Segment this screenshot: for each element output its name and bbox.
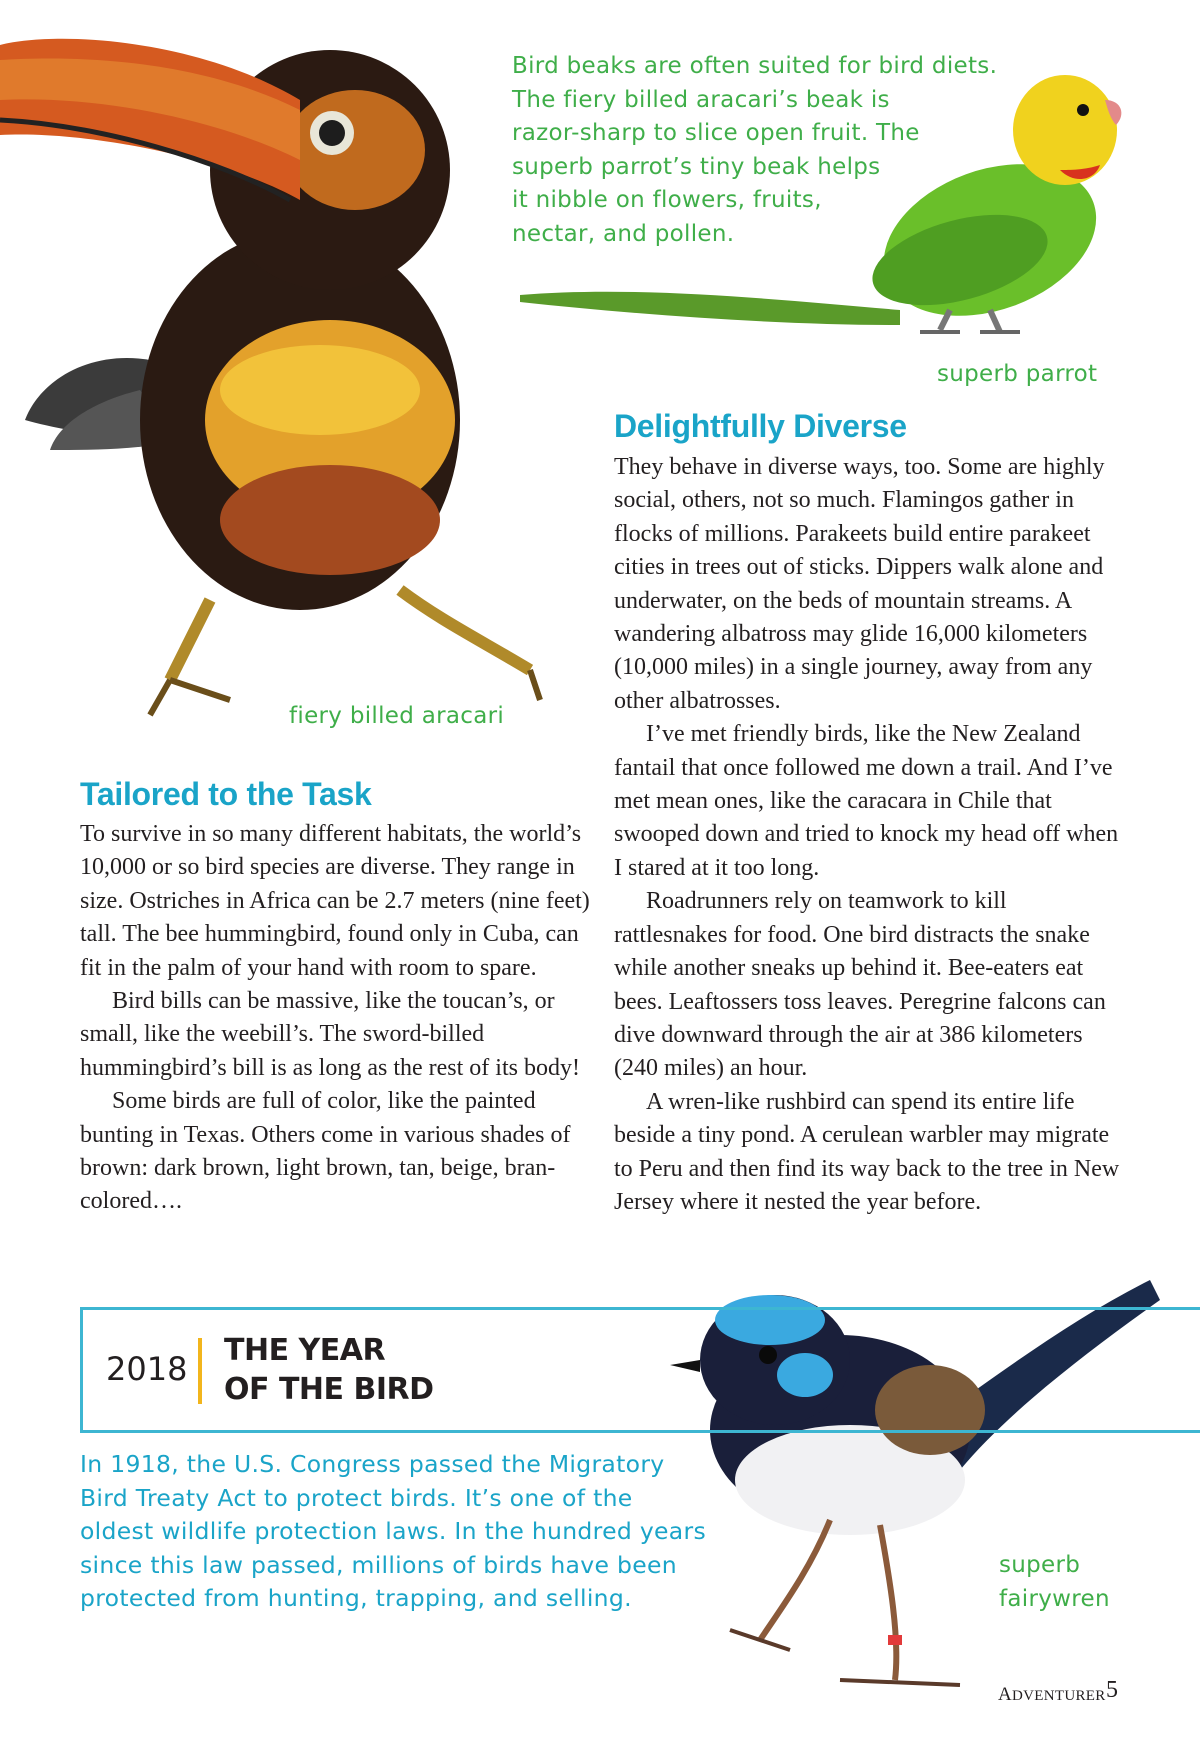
intro-caption-line: Bird beaks are often suited for bird diets. <box>512 53 998 79</box>
magazine-name <box>998 1684 1106 1706</box>
paragraph: They behave in diverse ways, too. Some are highly social, others, not so much. Flamingos gather in flocks of millions. Parakeets build entire parakeet cities in trees out of sticks. Dippers walk alone and underwater, on the beds of mountain streams. A wandering albatross may glide 16,000 kilometers (10,000 miles) in a single journey, away from any other albatrosses. <box>614 454 1105 714</box>
magazine-name-rest: DVENTURER <box>1012 1688 1106 1704</box>
year-box-title <box>224 1331 433 1409</box>
aracari-caption: fiery billed aracari <box>289 703 505 729</box>
fairywren-caption <box>999 1548 1110 1616</box>
treaty-caption-line: In 1918, the U.S. Congress passed the Migratory <box>80 1450 665 1478</box>
parrot-caption: superb parrot <box>937 361 1098 387</box>
year-box-title-line: THE YEAR <box>224 1333 386 1368</box>
paragraph: To survive in so many different habitats, the world’s 10,000 or so bird species are diverse. They range in size. Ostriches in Africa can be 2.7 meters (nine feet) tall. The bee hummingbird, found only in Cuba, can fit in the palm of your hand with room to spare. <box>80 821 590 981</box>
fairywren-caption-line: fairywren <box>999 1586 1110 1612</box>
intro-caption-line: superb parrot’s tiny beak helps <box>512 153 881 180</box>
treaty-caption-line: protected from hunting, trapping, and selling. <box>80 1584 632 1612</box>
year-label: 2018 <box>106 1350 188 1388</box>
magazine-name-initial: A <box>998 1684 1013 1705</box>
paragraph: A wren-like rushbird can spend its entire life beside a tiny pond. A cerulean warbler may migrate to Peru and then find its way back to the tree in New Jersey where it nested the year before. <box>614 1088 1120 1215</box>
treaty-caption <box>80 1448 720 1616</box>
section-heading-diverse: Delightfully Diverse <box>614 408 907 444</box>
article-column-right <box>614 451 1124 1219</box>
intro-caption <box>512 50 1032 251</box>
article-column-left <box>80 818 600 1219</box>
accent-divider <box>198 1338 202 1404</box>
paragraph: Bird bills can be massive, like the toucan’s, or small, like the weebill’s. The sword-billed hummingbird’s bill is as long as the rest of its body! <box>80 988 580 1081</box>
paragraph: Some birds are full of color, like the painted bunting in Texas. Others come in various shades of brown: dark brown, light brown, tan, beige, bran-colored…. <box>80 1088 571 1215</box>
intro-caption-line: nectar, and pollen. <box>512 220 735 247</box>
intro-caption-line: The fiery billed aracari’s beak is <box>512 86 890 113</box>
fairywren-caption-line: superb <box>999 1552 1081 1578</box>
paragraph: Roadrunners rely on teamwork to kill rattlesnakes for food. One bird distracts the snake while another sneaks up behind it. Bee-eaters eat bees. Leaftossers toss leaves. Peregrine falcons can dive downward through the air at 386 kilometers (240 miles) an hour. <box>614 888 1106 1082</box>
treaty-caption-line: oldest wildlife protection laws. In the hundred years <box>80 1517 707 1545</box>
treaty-caption-line: Bird Treaty Act to protect birds. It’s one of the <box>80 1483 633 1512</box>
intro-caption-line: it nibble on flowers, fruits, <box>512 187 822 213</box>
page-number: 5 <box>1106 1677 1118 1703</box>
intro-caption-line: razor-sharp to slice open fruit. The <box>512 120 920 146</box>
year-box-title-line: OF THE BIRD <box>224 1372 434 1407</box>
paragraph: I’ve met friendly birds, like the New Zealand fantail that once followed me down a trail. And I’ve met mean ones, like the caracara in Chile that swooped down and tried to knock my head off when I stared at it too long. <box>614 721 1119 881</box>
aracari-photo <box>0 0 560 720</box>
section-heading-tailored: Tailored to the Task <box>80 776 372 812</box>
treaty-caption-line: since this law passed, millions of birds have been <box>80 1550 677 1579</box>
